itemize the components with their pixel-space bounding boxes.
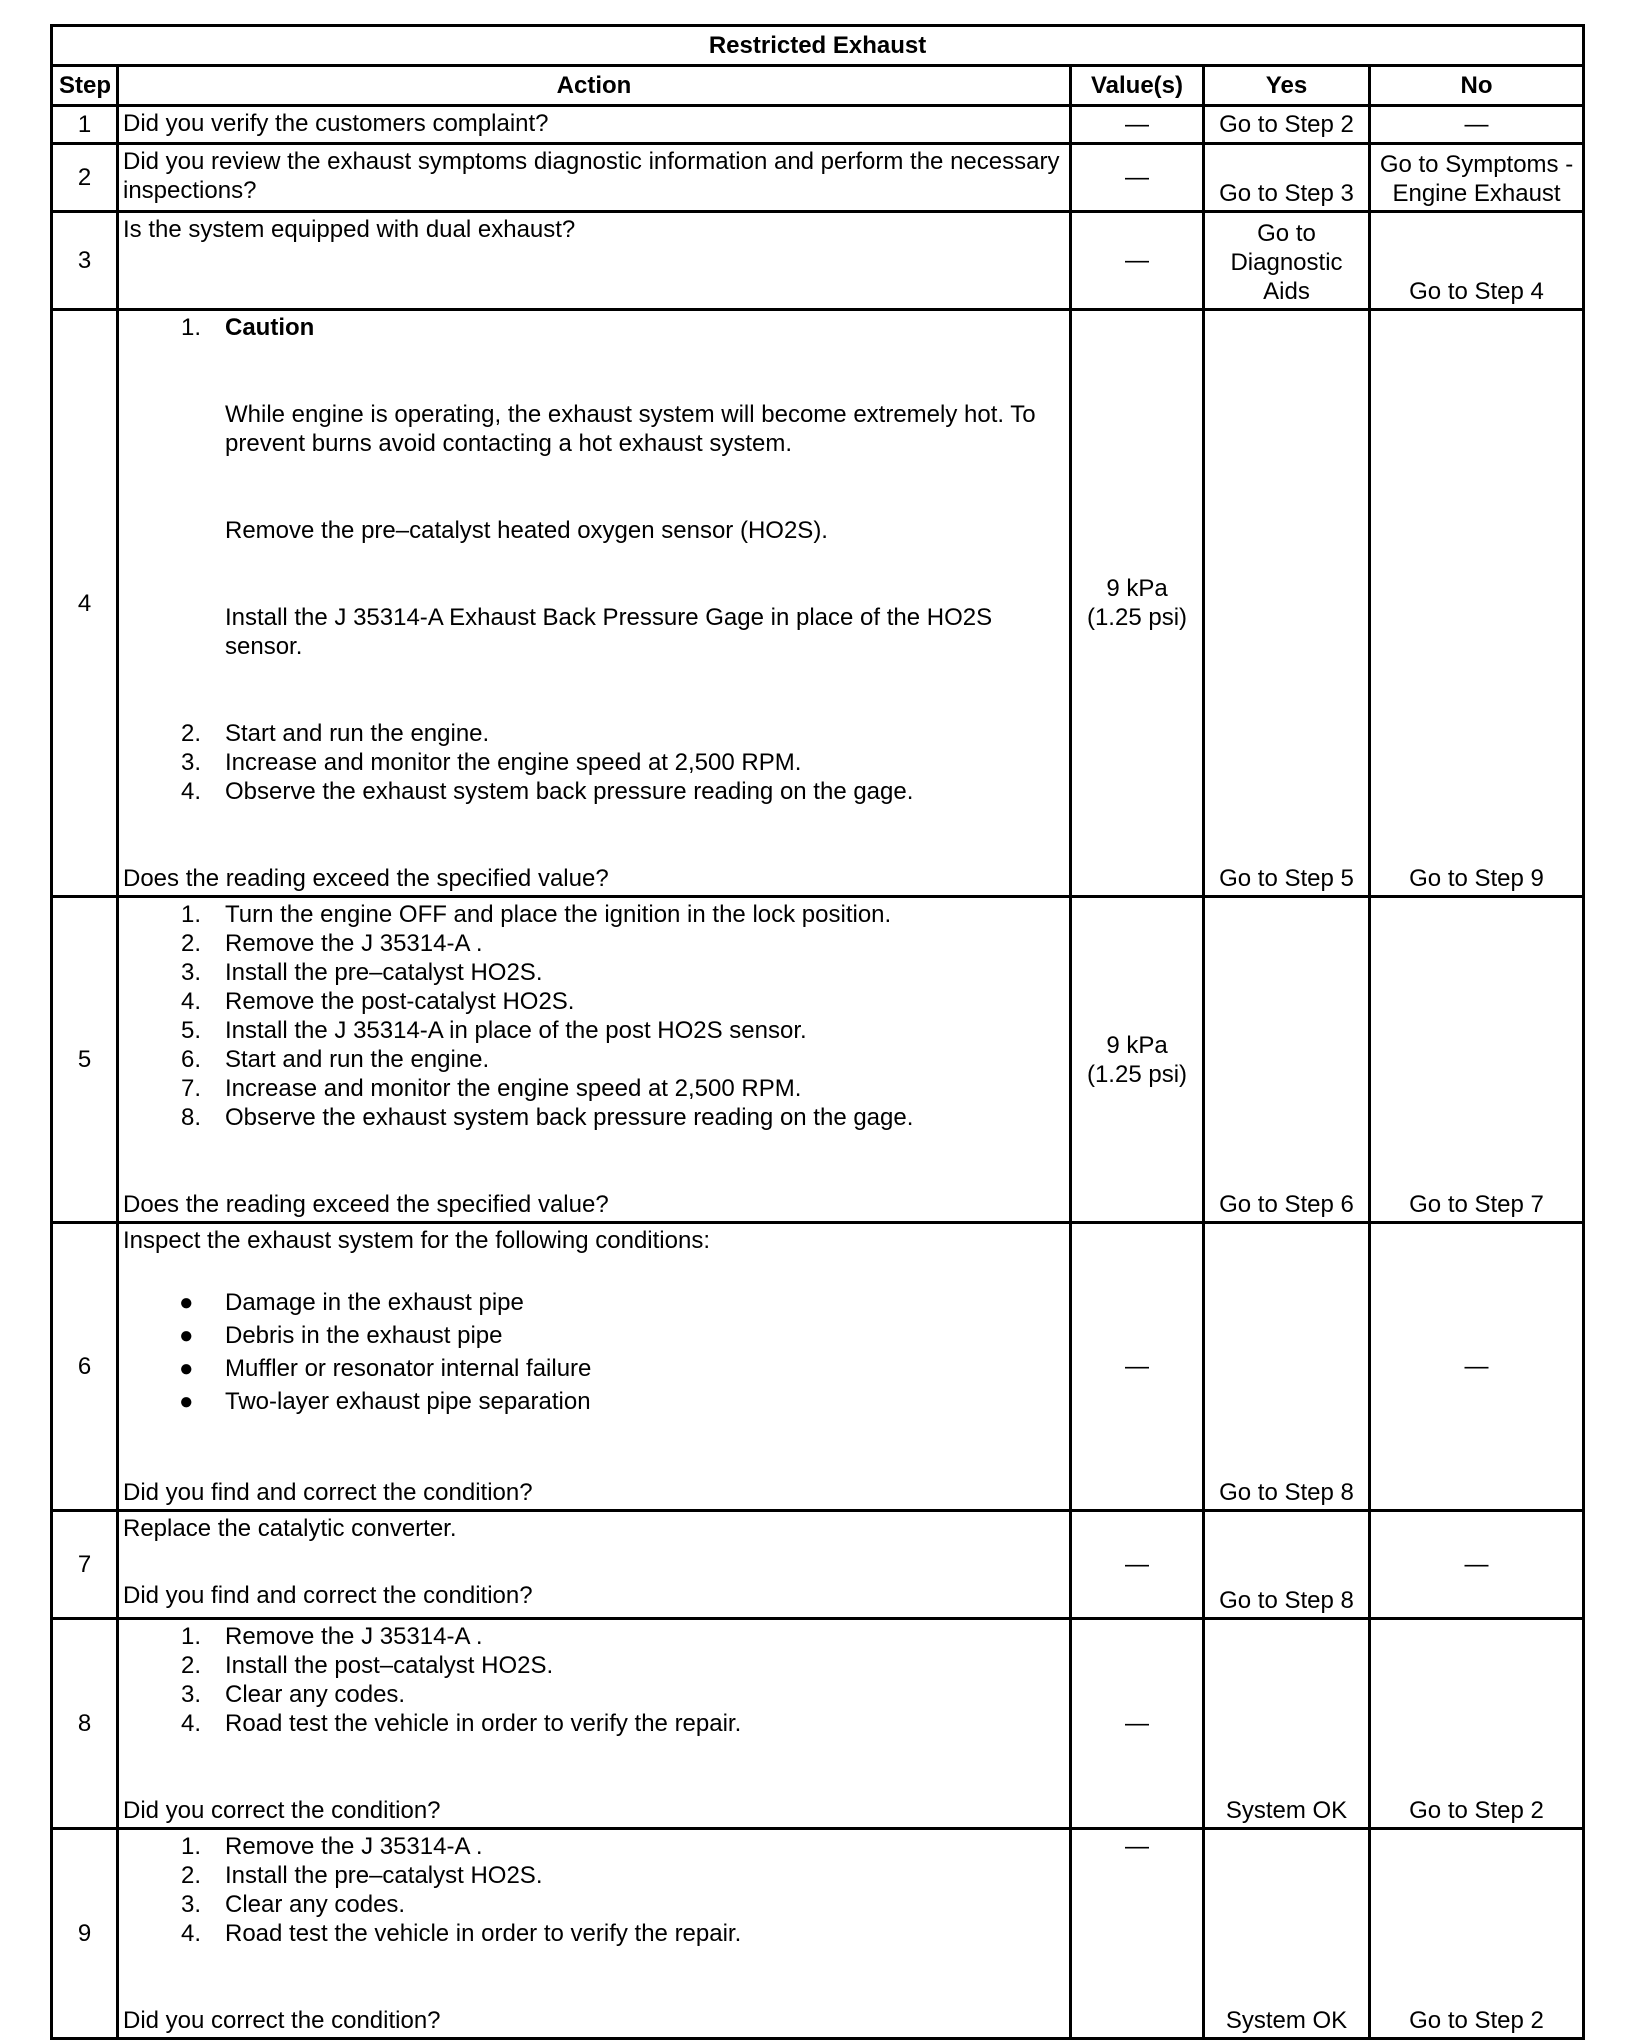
table-row bbox=[52, 310, 1584, 897]
yes-cell: System OK bbox=[1204, 1619, 1370, 1829]
table-row bbox=[52, 1619, 1584, 1829]
intro-text: Replace the catalytic converter. bbox=[123, 1515, 457, 1542]
step-number: 1 bbox=[52, 106, 118, 144]
value-cell: — bbox=[1071, 1511, 1204, 1619]
list-item bbox=[123, 1919, 1065, 1948]
no-cell: Go to Step 4 bbox=[1370, 212, 1584, 310]
list-item bbox=[123, 1387, 1065, 1416]
list-item bbox=[123, 1709, 1065, 1738]
step-number: 2 bbox=[52, 144, 118, 212]
item-number: 8. bbox=[180, 1104, 201, 1131]
step-number: 6 bbox=[52, 1223, 118, 1511]
item-number: 3. bbox=[180, 959, 201, 986]
yes-cell: Go to Diagnostic Aids bbox=[1204, 212, 1370, 310]
table-row bbox=[52, 106, 1584, 144]
list-item bbox=[123, 1321, 1065, 1350]
list-item bbox=[123, 1832, 1065, 1861]
item-text: Turn the engine OFF and place the ignition in the lock position. bbox=[225, 901, 892, 928]
value-cell: — bbox=[1071, 144, 1204, 212]
no-cell: — bbox=[1370, 106, 1584, 144]
question-text: Does the reading exceed the specified value? bbox=[123, 1191, 609, 1218]
item-text: Muffler or resonator internal failure bbox=[225, 1355, 592, 1382]
yes-cell: Go to Step 2 bbox=[1204, 106, 1370, 144]
list-item bbox=[123, 900, 1065, 929]
action-cell bbox=[118, 310, 1071, 897]
value-kpa: 9 kPa bbox=[1106, 575, 1168, 602]
item-number: 2. bbox=[180, 1862, 201, 1889]
list-item bbox=[123, 987, 1065, 1016]
value-cell: — bbox=[1071, 212, 1204, 310]
step-number: 3 bbox=[52, 212, 118, 310]
value-cell bbox=[1071, 897, 1204, 1223]
list-item bbox=[123, 929, 1065, 958]
item-text: Damage in the exhaust pipe bbox=[225, 1289, 524, 1316]
item-text: Clear any codes. bbox=[225, 1891, 406, 1918]
list-item bbox=[123, 313, 1065, 342]
list-item bbox=[123, 1890, 1065, 1919]
value-psi: (1.25 psi) bbox=[1086, 1060, 1188, 1088]
item-number: 1. bbox=[180, 901, 201, 928]
bullet-icon: ● bbox=[179, 1355, 194, 1382]
header-action: Action bbox=[118, 66, 1071, 106]
list-item bbox=[123, 777, 1065, 806]
item-text: Clear any codes. bbox=[225, 1681, 406, 1708]
value-cell bbox=[1071, 310, 1204, 897]
yes-cell: Go to Step 6 bbox=[1204, 897, 1370, 1223]
list-item bbox=[123, 1045, 1065, 1074]
list-item bbox=[123, 1651, 1065, 1680]
item-number: 4. bbox=[180, 1920, 201, 1947]
list-item bbox=[123, 1288, 1065, 1317]
remove-sensor-text: Remove the pre–catalyst heated oxygen sensor (HO2S). bbox=[225, 517, 828, 544]
action-cell bbox=[118, 1223, 1071, 1511]
item-number: 6. bbox=[180, 1046, 201, 1073]
header-values: Value(s) bbox=[1071, 66, 1204, 106]
item-text: Debris in the exhaust pipe bbox=[225, 1322, 503, 1349]
value-cell: — bbox=[1071, 106, 1204, 144]
no-cell: Go to Step 2 bbox=[1370, 1619, 1584, 1829]
header-no: No bbox=[1370, 66, 1584, 106]
value-cell: — bbox=[1071, 1223, 1204, 1511]
item-text: Install the pre–catalyst HO2S. bbox=[225, 1862, 543, 1889]
list-item bbox=[123, 719, 1065, 748]
item-number: 5. bbox=[180, 1017, 201, 1044]
list-item bbox=[123, 1074, 1065, 1103]
value-cell: — bbox=[1071, 1829, 1204, 2039]
bullet-icon: ● bbox=[179, 1322, 194, 1349]
question-text: Did you correct the condition? bbox=[123, 1797, 441, 1824]
list-item bbox=[123, 958, 1065, 987]
item-text: Observe the exhaust system back pressure reading on the gage. bbox=[225, 1104, 914, 1131]
item-text: Install the J 35314-A in place of the post HO2S sensor. bbox=[225, 1017, 807, 1044]
caution-label: Caution bbox=[225, 314, 315, 341]
list-item bbox=[123, 1016, 1065, 1045]
item-text: Install the post–catalyst HO2S. bbox=[225, 1652, 554, 1679]
value-psi: (1.25 psi) bbox=[1086, 604, 1188, 631]
item-text: Two-layer exhaust pipe separation bbox=[225, 1388, 591, 1415]
no-cell: Go to Step 2 bbox=[1370, 1829, 1584, 2039]
question-text: Did you find and correct the condition? bbox=[123, 1582, 533, 1609]
item-text: Increase and monitor the engine speed at 2,500 RPM. bbox=[225, 1075, 802, 1102]
question-text: Did you find and correct the condition? bbox=[123, 1479, 533, 1506]
bullet-icon: ● bbox=[179, 1289, 194, 1316]
item-number: 2. bbox=[180, 720, 201, 747]
item-text: Remove the J 35314-A . bbox=[225, 930, 483, 957]
table-title: Restricted Exhaust bbox=[52, 26, 1584, 66]
action-text: Did you verify the customers complaint? bbox=[118, 106, 1071, 144]
item-number: 1. bbox=[180, 1833, 201, 1860]
header-step: Step bbox=[52, 66, 118, 106]
step-list bbox=[123, 719, 1065, 806]
no-cell: Go to Symptoms - Engine Exhaust bbox=[1370, 144, 1584, 212]
action-text: Is the system equipped with dual exhaust? bbox=[118, 212, 1071, 310]
step-number: 8 bbox=[52, 1619, 118, 1829]
table-row bbox=[52, 1223, 1584, 1511]
item-number: 2. bbox=[180, 1652, 201, 1679]
step-number: 4 bbox=[52, 310, 118, 897]
list-item bbox=[123, 1680, 1065, 1709]
item-number: 7. bbox=[180, 1075, 201, 1102]
condition-list bbox=[123, 1288, 1065, 1416]
item-number: 1. bbox=[180, 314, 201, 341]
step-list bbox=[123, 1832, 1065, 1948]
yes-cell: Go to Step 3 bbox=[1204, 144, 1370, 212]
no-cell: Go to Step 7 bbox=[1370, 897, 1584, 1223]
item-number: 4. bbox=[180, 1710, 201, 1737]
action-cell bbox=[118, 1829, 1071, 2039]
no-cell: Go to Step 9 bbox=[1370, 310, 1584, 897]
step-number: 7 bbox=[52, 1511, 118, 1619]
item-text: Install the pre–catalyst HO2S. bbox=[225, 959, 543, 986]
item-number: 1. bbox=[180, 1623, 201, 1650]
header-yes: Yes bbox=[1204, 66, 1370, 106]
action-cell bbox=[118, 1619, 1071, 1829]
value-cell: — bbox=[1071, 1619, 1204, 1829]
list-item bbox=[123, 1103, 1065, 1132]
item-text: Remove the J 35314-A . bbox=[225, 1833, 483, 1860]
step-list bbox=[123, 1622, 1065, 1738]
item-text: Road test the vehicle in order to verify the repair. bbox=[225, 1920, 742, 1947]
table-row bbox=[52, 144, 1584, 212]
no-cell: — bbox=[1370, 1223, 1584, 1511]
list-item bbox=[123, 748, 1065, 777]
item-text: Remove the J 35314-A . bbox=[225, 1623, 483, 1650]
item-number: 3. bbox=[180, 1891, 201, 1918]
intro-text: Inspect the exhaust system for the following conditions: bbox=[123, 1227, 710, 1254]
question-text: Did you correct the condition? bbox=[123, 2007, 441, 2034]
action-cell bbox=[118, 1511, 1071, 1619]
yes-cell: Go to Step 8 bbox=[1204, 1511, 1370, 1619]
list-item bbox=[123, 1861, 1065, 1890]
item-number: 4. bbox=[180, 988, 201, 1015]
caution-text: While engine is operating, the exhaust system will become extremely hot. To prevent burns avoid contacting a hot exhaust system. bbox=[225, 401, 1036, 457]
item-number: 3. bbox=[180, 749, 201, 776]
item-text: Observe the exhaust system back pressure reading on the gage. bbox=[225, 778, 914, 805]
table-row bbox=[52, 1829, 1584, 2039]
item-number: 3. bbox=[180, 1681, 201, 1708]
table-row bbox=[52, 1511, 1584, 1619]
yes-cell: System OK bbox=[1204, 1829, 1370, 2039]
table-row bbox=[52, 212, 1584, 310]
action-cell bbox=[118, 897, 1071, 1223]
yes-cell: Go to Step 8 bbox=[1204, 1223, 1370, 1511]
no-cell: — bbox=[1370, 1511, 1584, 1619]
item-text: Remove the post-catalyst HO2S. bbox=[225, 988, 575, 1015]
list-item bbox=[123, 1354, 1065, 1383]
step-list bbox=[123, 900, 1065, 1132]
table-row bbox=[52, 897, 1584, 1223]
list-item bbox=[123, 1622, 1065, 1651]
diagnostic-table bbox=[50, 24, 1585, 2040]
step-number: 9 bbox=[52, 1829, 118, 2039]
item-number: 4. bbox=[180, 778, 201, 805]
item-number: 2. bbox=[180, 930, 201, 957]
item-text: Start and run the engine. bbox=[225, 720, 490, 747]
step-number: 5 bbox=[52, 897, 118, 1223]
install-gage-text: Install the J 35314-A Exhaust Back Pressure Gage in place of the HO2S sensor. bbox=[225, 604, 993, 660]
action-text: Did you review the exhaust symptoms diagnostic information and perform the necessary inspections? bbox=[118, 144, 1071, 212]
item-text: Increase and monitor the engine speed at 2,500 RPM. bbox=[225, 749, 802, 776]
item-text: Road test the vehicle in order to verify the repair. bbox=[225, 1710, 742, 1737]
yes-cell: Go to Step 5 bbox=[1204, 310, 1370, 897]
step-list bbox=[123, 313, 1065, 342]
bullet-icon: ● bbox=[179, 1388, 194, 1415]
value-kpa: 9 kPa bbox=[1106, 1031, 1168, 1059]
item-text: Start and run the engine. bbox=[225, 1046, 490, 1073]
question-text: Does the reading exceed the specified value? bbox=[123, 865, 609, 892]
